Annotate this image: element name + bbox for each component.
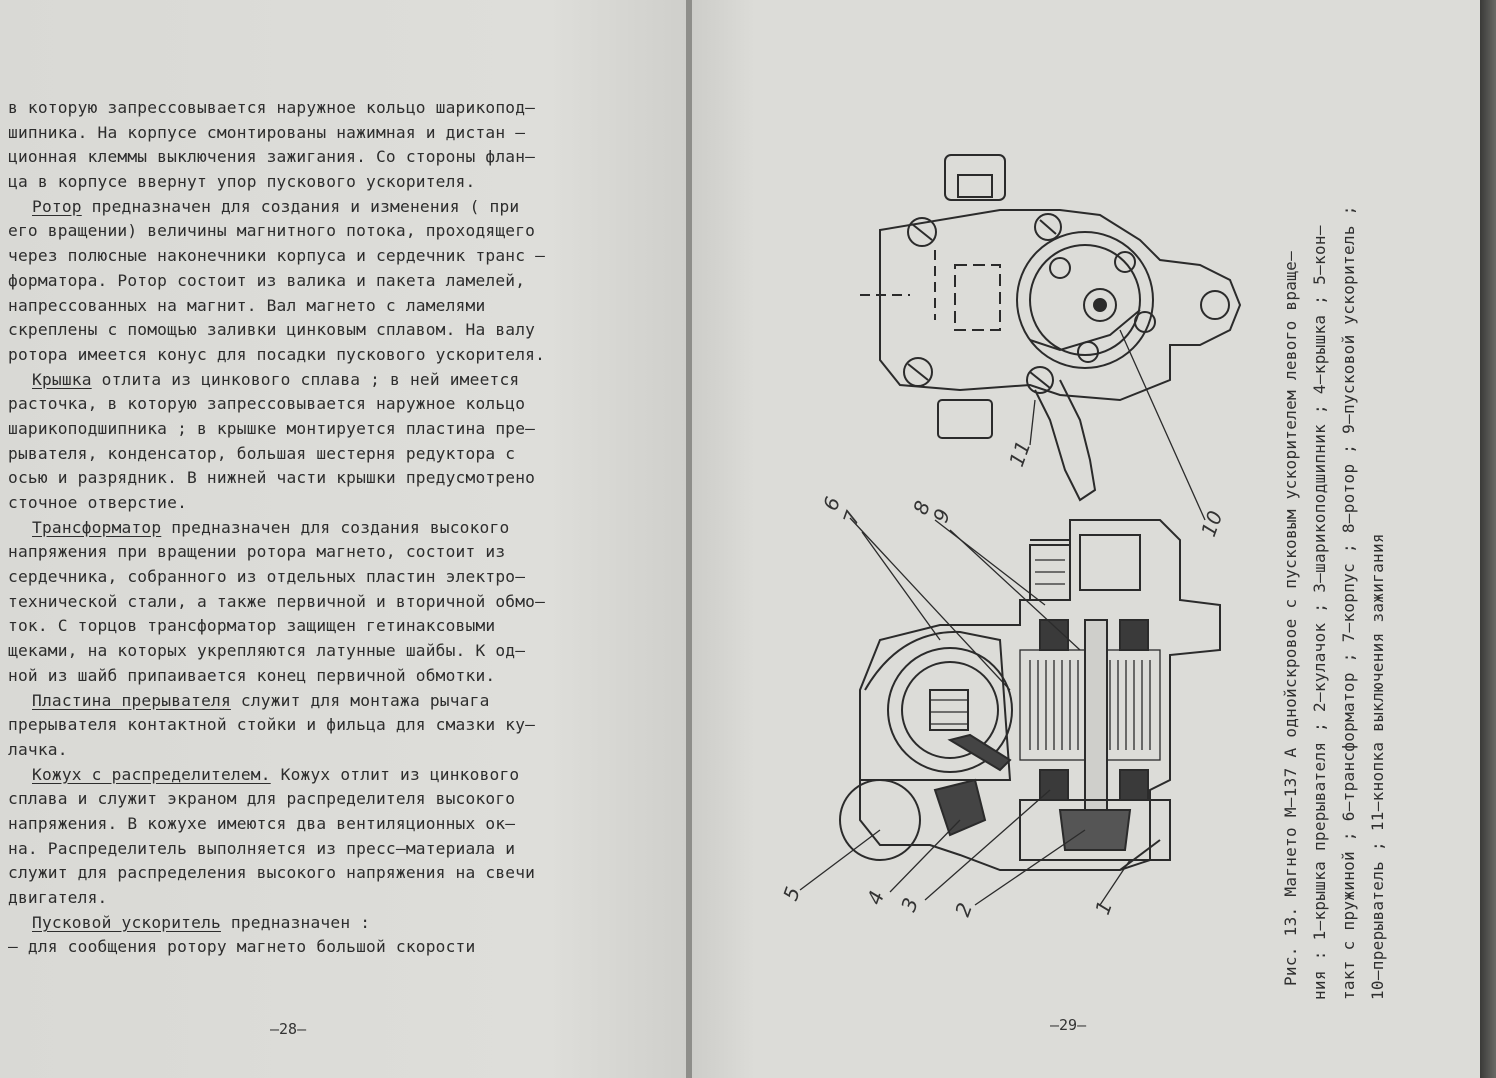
text-line: форматора. Ротор состоит из валика и пакета ламелей, [8,270,526,290]
callout-1: 1 [1090,897,1118,918]
rotor-shaft [1085,620,1107,830]
text-line: в которую запрессовывается наружное кольцо шарикопод— [8,98,536,117]
section-heading: Пластина прерывателя [32,690,231,710]
text-line: шарикоподшипника ; в крышке монтируется пластина пре— [8,418,536,438]
terminal-block [945,155,1005,200]
flange-hole [1201,291,1229,319]
text-line: ток. С торцов трансформатор защищен гетинаксовыми [8,616,496,636]
section-heading: Крышка [32,369,92,389]
page-number-left: —28— [270,1020,307,1038]
text-line: служит для распределения высокого напряжения на свечи [8,863,536,883]
text-line: ротора имеется конус для посадки пускового ускорителя. [8,344,546,364]
line-text: предназначен для создания и изменения ( при [81,196,520,216]
text-line: прерывателя контактной стойки и фильца для смазки ку— [8,715,536,735]
text-line: напряжения. В кожухе имеются два вентиляционных ок— [8,813,516,833]
text-line: через полюсные наконечники корпуса и сердечник транс — [8,246,546,266]
text-line: сплава и служит экраном для распределителя высокого [8,789,516,809]
text-line: расточка, в которую запрессовывается наружное кольцо [8,394,526,414]
section-heading: Кожух с распределителем. [32,764,271,784]
figure-caption [1276,100,1392,1000]
callout-6: 6 [818,493,846,514]
text-line: шипника. На корпусе смонтированы нажимная и дистан — [8,122,526,142]
side-boss [938,400,992,438]
contact-spring [840,780,920,860]
text-line: скреплены с помощью заливки цинковым сплавом. На валу [8,320,536,340]
text-line: на. Распределитель выполняется из пресс—материала и [8,838,516,858]
caption-line: 10—прерыватель ; 11—кнопка выключения зажигания [1368,533,1387,1000]
text-line: — для сообщения ротору магнето большой скорости [8,937,476,957]
callout-11: 11 [1004,437,1036,470]
text-line: ционная клеммы выключения зажигания. Со стороны флан— [8,147,536,167]
text-line: его вращении) величины магнитного потока, проходящего [8,221,536,241]
line-text: предназначен для создания высокого [161,517,510,537]
line-text: служит для монтажа рычага [230,690,490,710]
text-line: напряжения при вращении ротора магнето, состоит из [8,542,506,562]
caption-line: Рис. 13. Магнето М—137 А однойскровое с пусковым ускорителем левого враще— [1281,250,1300,986]
text-line: напрессованных на магнит. Вал магнето с ламелями [8,295,486,315]
callout-10: 10 [1196,507,1228,540]
section-heading: Трансформатор [32,517,162,537]
callout-4: 4 [862,887,890,908]
callout-3: 3 [896,894,924,915]
page-number-right: —29— [1050,1016,1087,1034]
text-line: сердечника, собранного из отдельных пластин электро— [8,567,526,587]
line-text: Кожух отлит из цинкового [270,764,520,784]
text-line: двигателя. [8,888,108,907]
callout-8: 8 [908,497,936,518]
section-heading: Ротор [32,196,82,216]
text-line: ной из шайб припаивается конец первичной обмотки. [8,665,496,685]
section-heading: Пусковой ускоритель [32,912,221,932]
line-text: отлита из цинкового сплава ; в ней имеется [91,369,520,389]
text-line: сточное отверстие. [8,493,188,512]
callout-7: 7 [838,507,866,528]
caption-line: ния : 1—крышка прерывателя ; 2—кулачок ; 3—шарикоподшипник ; 4—крышка ; 5—кон— [1310,225,1329,1000]
text-line: ца в корпусе ввернут упор пускового ускорителя. [8,172,476,192]
text-line: технической стали, а также первичной и вторичной обмо— [8,591,546,611]
caption-line: такт с пружиной ; 6—трансформатор ; 7—корпус ; 8—ротор ; 9—пусковой ускоритель ; [1339,205,1358,1000]
text-line: лачка. [8,739,68,759]
callout-2: 2 [950,899,978,920]
callout-5: 5 [778,883,806,904]
text-line: щеками, на которых укрепляются латунные шайбы. К од— [8,641,526,661]
text-line: осью и разрядник. В нижней части крышки предусмотрено [8,468,536,488]
callout-9: 9 [928,505,956,526]
line-text: предназначен : [220,912,371,932]
text-line: рывателя, конденсатор, большая шестерня редуктора с [8,443,516,463]
